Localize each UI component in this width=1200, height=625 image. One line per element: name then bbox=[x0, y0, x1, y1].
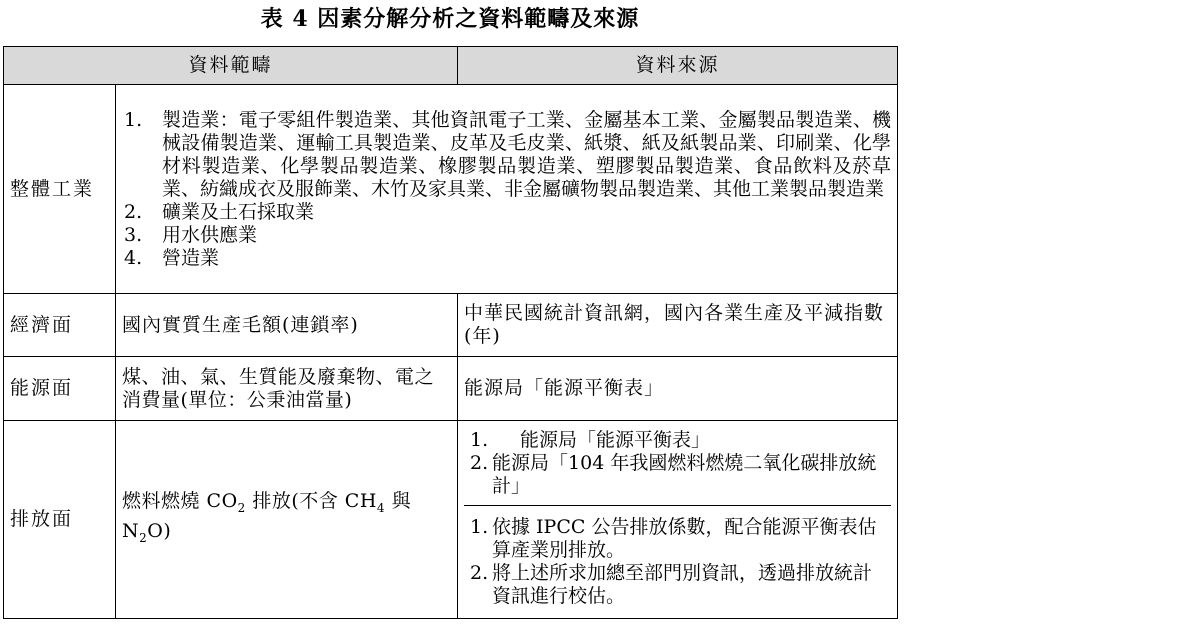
economy-scope: 國內實質生產毛額(連鎖率) bbox=[116, 294, 458, 357]
category-energy: 能源面 bbox=[4, 357, 116, 421]
industry-scope-cell bbox=[116, 85, 898, 294]
category-industry: 整體工業 bbox=[4, 85, 116, 294]
list-item: 2. 能源局「104 年我國燃料燃燒二氧化碳排放統計」 bbox=[470, 451, 877, 497]
list-item: 1. 製造業：電子零組件製造業、其他資訊電子工業、金屬基本工業、金屬製品製造業、機械設備製造業、運輸工具製造業、皮革及毛皮業、紙漿、紙及紙製品業、印刷業、化學材料製造業、化學製品製造業、橡膠製品製造業、塑膠製品製造業、食品飲料及菸草業、紡織成衣及服飾業、木竹及家具業、非金屬礦物製品製造業、其他工業製品製造業 bbox=[124, 108, 892, 200]
header-row bbox=[4, 47, 898, 85]
economy-source: 中華民國統計資訊網，國內各業生產及平減指數(年) bbox=[458, 294, 898, 357]
energy-scope: 煤、油、氣、生質能及廢棄物、電之消費量(單位：公秉油當量) bbox=[116, 357, 458, 421]
source-group-1 bbox=[464, 422, 891, 506]
list-item: 2. 將上述所求加總至部門別資訊，透過排放統計資訊進行校估。 bbox=[470, 561, 873, 607]
list-item: 3. 用水供應業 bbox=[124, 223, 258, 246]
header-scope: 資料範疇 bbox=[4, 47, 458, 85]
list-item: 1. 能源局「能源平衡表」 bbox=[470, 428, 711, 451]
emission-source-table bbox=[464, 422, 891, 618]
emission-source-cell bbox=[458, 421, 898, 619]
category-economy: 經濟面 bbox=[4, 294, 116, 357]
emission-scope: 燃料燃燒 $CO_2$ 排放(不含 $CH_4$ 與 $N_2O$) bbox=[116, 421, 458, 619]
source-group-2 bbox=[464, 506, 891, 618]
category-emission: 排放面 bbox=[4, 421, 116, 619]
table-title: 表 4 因素分解分析之資料範疇及來源 bbox=[260, 6, 640, 32]
data-scope-table bbox=[3, 46, 898, 619]
table-row-energy bbox=[4, 357, 898, 421]
table-row-emission bbox=[4, 421, 898, 619]
list-item: 2. 礦業及土石採取業 bbox=[124, 200, 315, 223]
industry-list bbox=[124, 109, 891, 270]
header-source: 資料來源 bbox=[458, 47, 898, 85]
table-row-industry bbox=[4, 85, 898, 294]
list-item: 4. 營造業 bbox=[124, 246, 220, 269]
table-row-economy bbox=[4, 294, 898, 357]
list-item: 1. 依據 IPCC 公告排放係數，配合能源平衡表估算產業別排放。 bbox=[470, 515, 877, 561]
energy-source: 能源局「能源平衡表」 bbox=[458, 357, 898, 421]
